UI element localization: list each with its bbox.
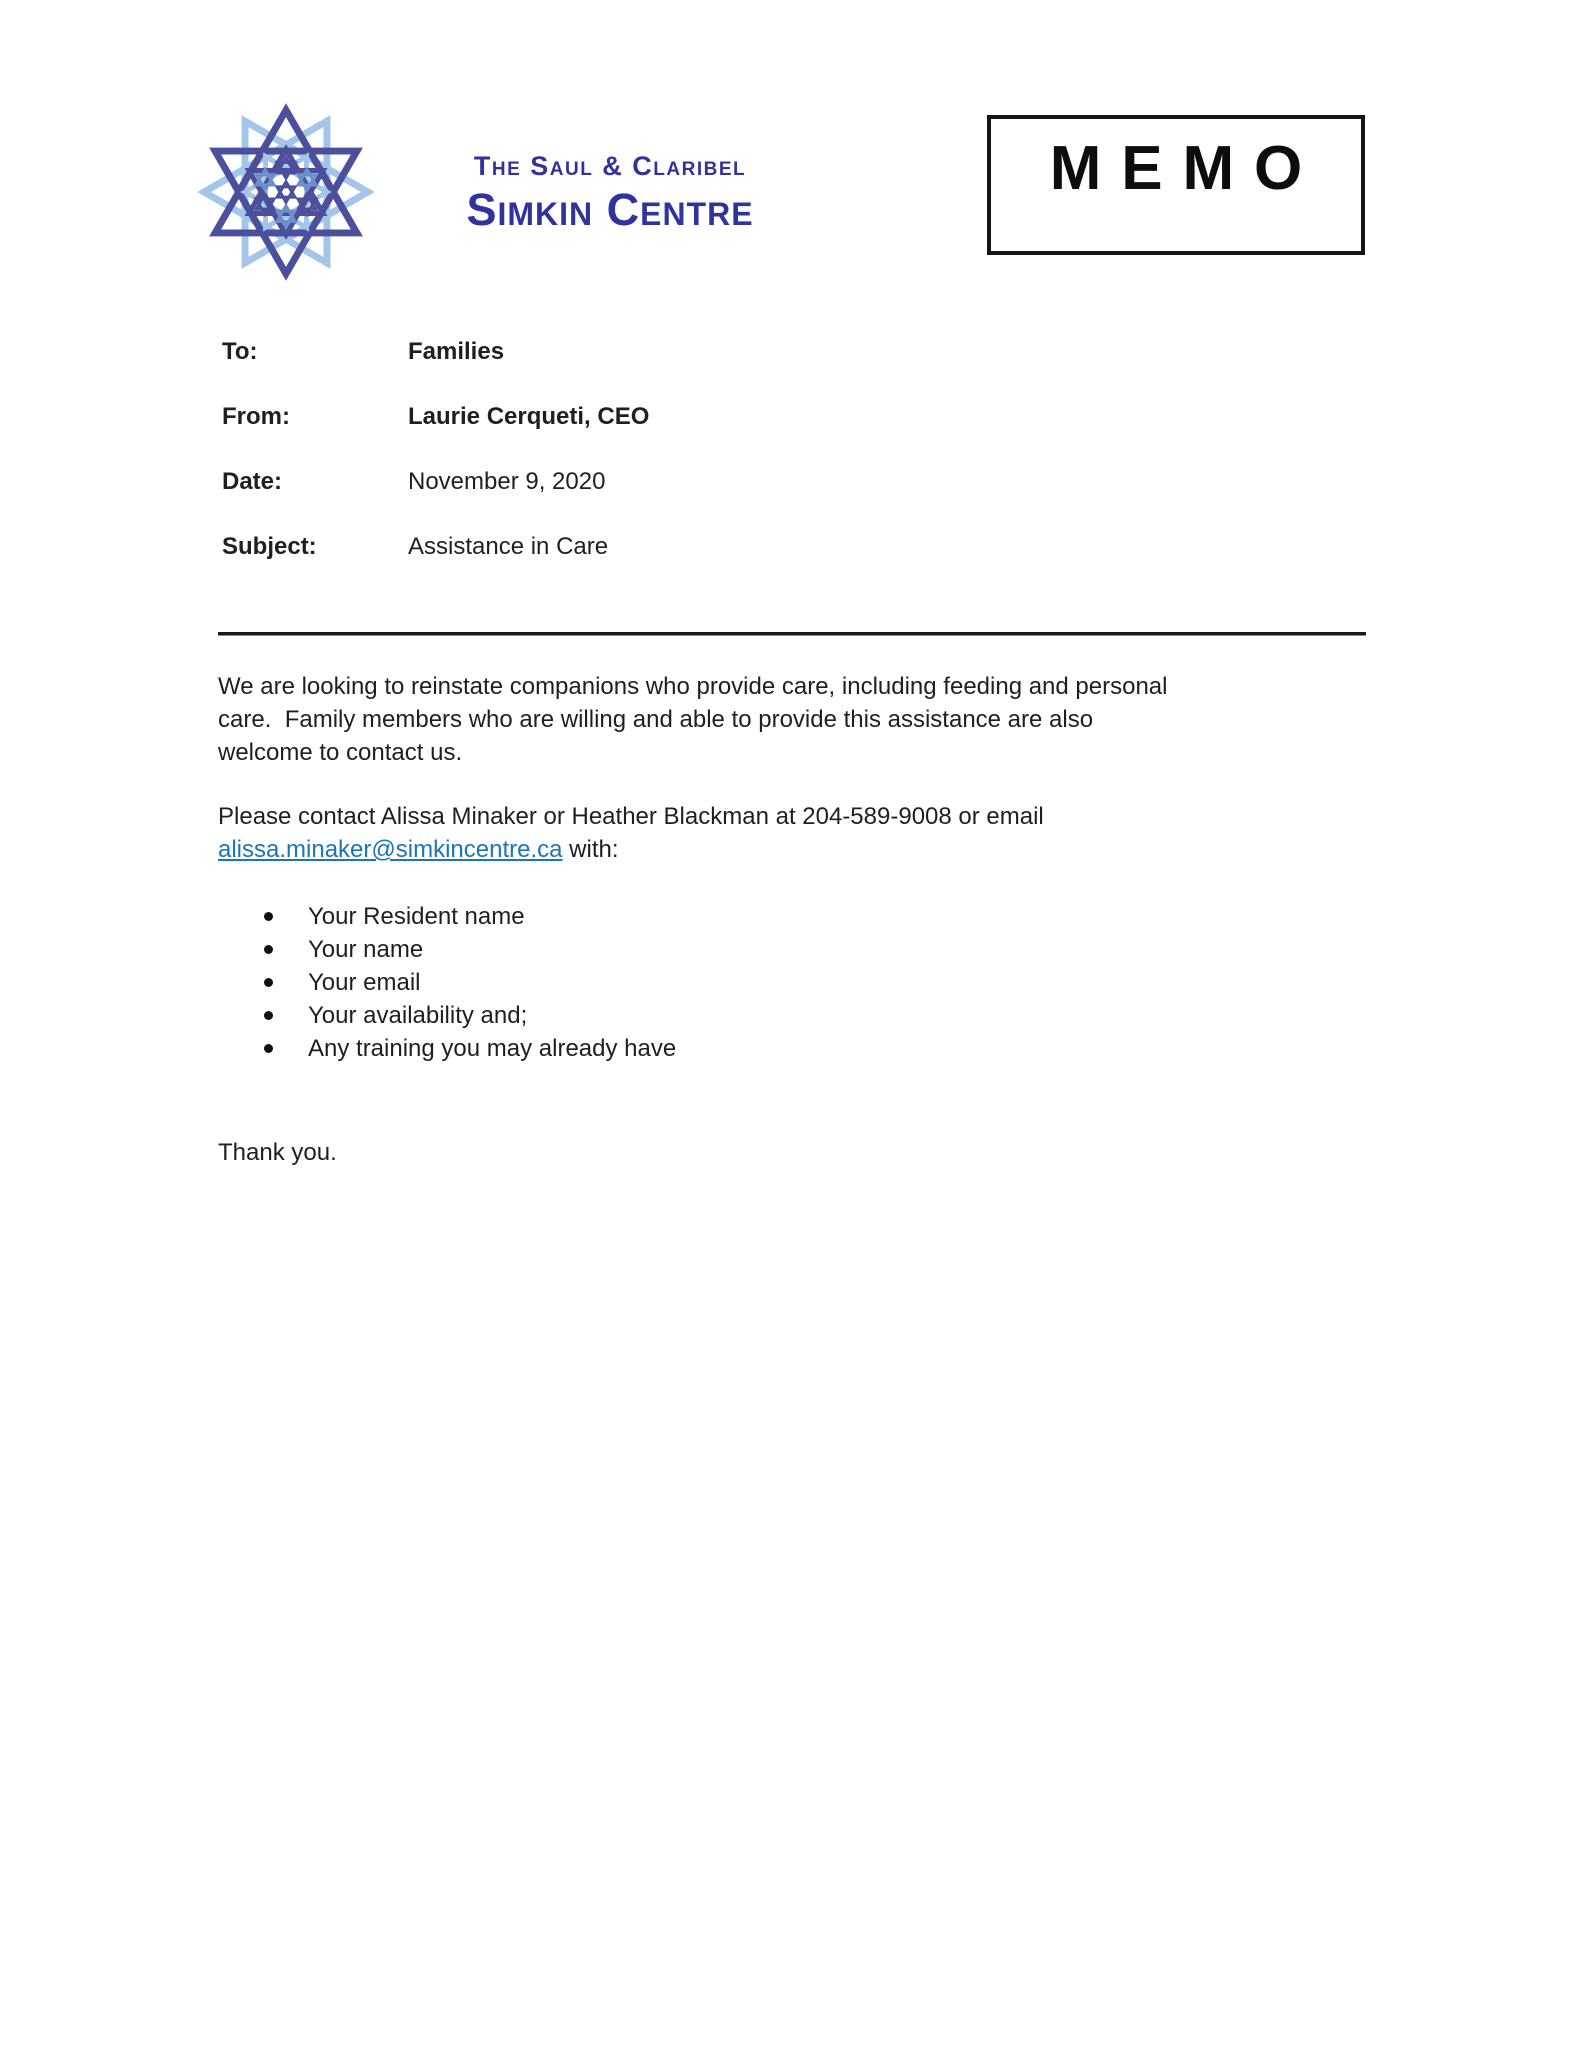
bullet-icon — [264, 1044, 273, 1053]
star-of-david-logo-icon — [193, 93, 379, 291]
field-label-date: Date: — [222, 468, 283, 495]
field-row-to — [222, 338, 1222, 366]
bullet-icon — [264, 1011, 273, 1020]
header-divider — [218, 632, 1366, 636]
intro-paragraph — [218, 670, 1458, 769]
list-item-text: Any training you may already have — [308, 1035, 677, 1062]
brand-line1: The Saul & Claribel — [473, 151, 747, 181]
memo-box — [987, 115, 1365, 255]
field-value-from: Laurie Cerqueti, CEO — [408, 403, 650, 430]
bullet-icon — [264, 912, 273, 921]
list-item — [218, 1032, 1318, 1065]
list-item-text: Your email — [308, 969, 421, 996]
brand-line2: Simkin Centre — [466, 184, 754, 235]
field-row-subject — [222, 533, 1222, 561]
list-item-text: Your availability and; — [308, 1002, 528, 1029]
list-item-text: Your Resident name — [308, 903, 525, 930]
field-row-date — [222, 468, 1222, 496]
field-value-date: November 9, 2020 — [408, 468, 606, 495]
list-item — [218, 999, 1318, 1032]
intro-line-2: care. Family members who are willing and able to provide this assistance are also — [218, 706, 1094, 733]
bullet-icon — [264, 945, 273, 954]
field-value-to: Families — [408, 338, 505, 365]
memo-title: MEMO — [1049, 134, 1323, 203]
bullet-icon — [264, 978, 273, 987]
signoff-text: Thank you. — [218, 1139, 337, 1166]
field-label-from: From: — [222, 403, 290, 430]
intro-line-1: We are looking to reinstate companions who provide care, including feeding and personal — [218, 673, 1168, 700]
intro-line-3: welcome to contact us. — [218, 739, 463, 766]
contact-line-2-tail: with: — [562, 836, 619, 863]
field-row-from — [222, 403, 1222, 431]
list-item — [218, 966, 1318, 999]
brand-name — [418, 150, 802, 234]
list-item — [218, 933, 1318, 966]
contact-line-1: Please contact Alissa Minaker or Heather Blackman at 204-589-9008 or email — [218, 803, 1044, 830]
field-label-to: To: — [222, 338, 258, 365]
list-item-text: Your name — [308, 936, 424, 963]
field-label-subject: Subject: — [222, 533, 317, 560]
memo-fields — [222, 338, 1222, 598]
email-link[interactable]: alissa.minaker@simkincentre.ca — [218, 836, 563, 863]
field-value-subject: Assistance in Care — [408, 533, 609, 560]
contact-line-2 — [218, 833, 1458, 866]
contact-paragraph — [218, 800, 1458, 866]
info-bullet-list — [218, 900, 1318, 1065]
list-item — [218, 900, 1318, 933]
